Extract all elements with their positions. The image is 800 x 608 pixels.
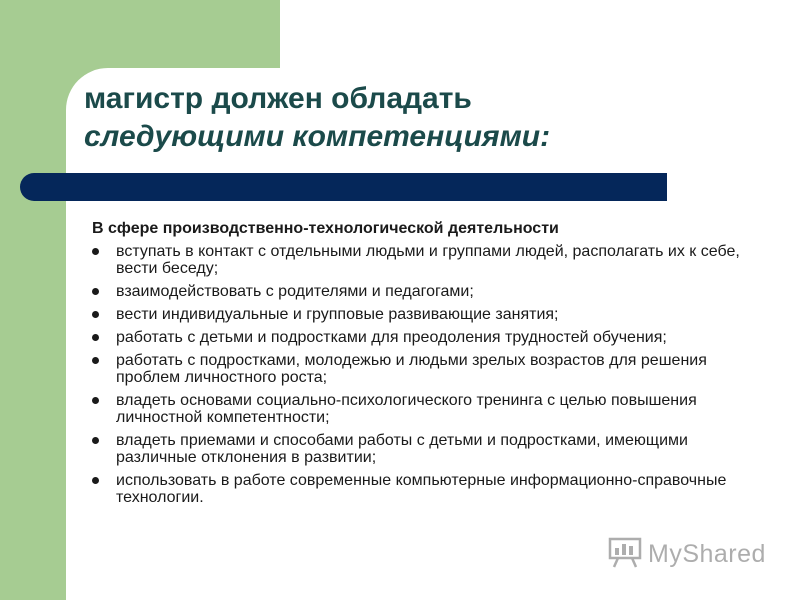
watermark-logo	[608, 537, 766, 571]
bullet-icon	[92, 437, 99, 444]
list-item	[90, 306, 750, 323]
list-item	[90, 329, 750, 346]
slide-title	[84, 80, 684, 156]
bullet-icon	[92, 311, 99, 318]
list-item-text: владеть приемами и способами работы с детьми и подростками, имеющими различные отклонения в развитии;	[116, 432, 688, 466]
bullet-icon	[92, 248, 99, 255]
list-item	[90, 472, 750, 506]
list-item-text: владеть основами социально-психологического тренинга с целью повышения личностной компетентности;	[116, 392, 697, 426]
list-item-text: работать с подростками, молодежью и людьми зрелых возрастов для решения проблем личностного роста;	[116, 352, 707, 386]
bullet-icon	[92, 357, 99, 364]
list-item-text: вступать в контакт с отдельными людьми и группами людей, располагать их к себе, вести беседу;	[116, 243, 740, 277]
list-item-text: работать с детьми и подростками для преодоления трудностей обучения;	[116, 329, 667, 346]
list-item	[90, 352, 750, 386]
list-item-text: использовать в работе современные компьютерные информационно-справочные технологии.	[116, 472, 727, 506]
section-heading: В сфере производственно-технологической деятельности	[92, 220, 559, 237]
list-item	[90, 243, 750, 277]
list-item-text: вести индивидуальные и групповые развивающие занятия;	[116, 306, 559, 323]
list-item	[90, 392, 750, 426]
bullet-icon	[92, 288, 99, 295]
slide-body	[90, 220, 750, 512]
list-item-text: взаимодействовать с родителями и педагогами;	[116, 283, 474, 300]
list-item	[90, 283, 750, 300]
bullet-icon	[92, 397, 99, 404]
title-divider-bar	[20, 173, 667, 201]
title-line-2: следующими компетенциями:	[84, 120, 551, 153]
watermark-text: MyShared	[648, 539, 766, 568]
bullet-icon	[92, 477, 99, 484]
title-line-1: магистр должен обладать	[84, 82, 472, 115]
bullet-icon	[92, 334, 99, 341]
bullet-list	[90, 243, 750, 506]
list-item	[90, 432, 750, 466]
presentation-board-icon	[608, 536, 642, 573]
